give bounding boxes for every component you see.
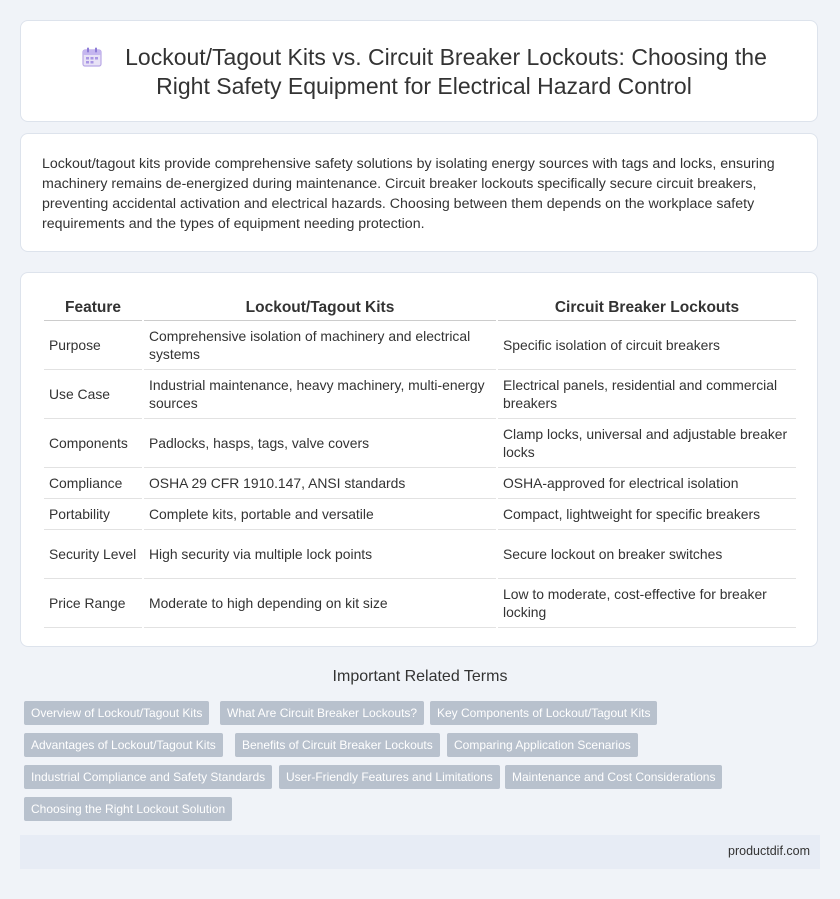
header-lockout-tagout-kits: Lockout/Tagout Kits (144, 296, 496, 321)
table-row (44, 579, 796, 628)
cell-kits: OSHA 29 CFR 1910.147, ANSI standards (144, 468, 496, 499)
cell-feature: Compliance (44, 468, 142, 499)
cell-breaker: Compact, lightweight for specific breakers (498, 499, 796, 530)
cell-feature: Security Level (44, 530, 142, 579)
cell-feature: Purpose (44, 321, 142, 370)
table-row (44, 499, 796, 530)
term-chip[interactable]: Industrial Compliance and Safety Standards (24, 765, 272, 789)
cell-breaker: Clamp locks, universal and adjustable breaker locks (498, 419, 796, 468)
table-row (44, 370, 796, 419)
cell-breaker: Secure lockout on breaker switches (498, 530, 796, 579)
footer-site-link[interactable]: productdif.com (728, 844, 810, 858)
term-chip[interactable]: Benefits of Circuit Breaker Lockouts (235, 733, 440, 757)
cell-kits: Industrial maintenance, heavy machinery, multi-energy sources (144, 370, 496, 419)
cell-feature: Portability (44, 499, 142, 530)
term-chip[interactable]: Overview of Lockout/Tagout Kits (24, 701, 209, 725)
cell-kits: Moderate to high depending on kit size (144, 579, 496, 628)
comparison-card (20, 272, 818, 647)
calendar-icon (81, 46, 103, 68)
table-header-row (44, 296, 796, 321)
cell-breaker: Specific isolation of circuit breakers (498, 321, 796, 370)
cell-kits: High security via multiple lock points (144, 530, 496, 579)
term-chip[interactable]: Advantages of Lockout/Tagout Kits (24, 733, 223, 757)
cell-feature: Components (44, 419, 142, 468)
title-line-2: Right Safety Equipment for Electrical Hazard Control (156, 73, 692, 99)
page-title (61, 43, 787, 101)
cell-kits: Complete kits, portable and versatile (144, 499, 496, 530)
intro-card (20, 133, 818, 252)
title-line-1: Lockout/Tagout Kits vs. Circuit Breaker Lockouts: Choosing the (125, 44, 767, 70)
header-circuit-breaker-lockouts: Circuit Breaker Lockouts (498, 296, 796, 321)
cell-breaker: Electrical panels, residential and commercial breakers (498, 370, 796, 419)
table-row (44, 530, 796, 579)
cell-kits: Padlocks, hasps, tags, valve covers (144, 419, 496, 468)
header-feature: Feature (44, 296, 142, 321)
cell-kits: Comprehensive isolation of machinery and electrical systems (144, 321, 496, 370)
cell-breaker: OSHA-approved for electrical isolation (498, 468, 796, 499)
footer-bar (20, 835, 820, 869)
term-chip[interactable]: User-Friendly Features and Limitations (279, 765, 500, 789)
table-row (44, 321, 796, 370)
term-chip[interactable]: Comparing Application Scenarios (447, 733, 638, 757)
cell-feature: Use Case (44, 370, 142, 419)
comparison-table (42, 296, 798, 628)
related-terms-title: Important Related Terms (332, 668, 508, 685)
term-chip[interactable]: What Are Circuit Breaker Lockouts? (220, 701, 424, 725)
table-row (44, 468, 796, 499)
term-chip[interactable]: Choosing the Right Lockout Solution (24, 797, 232, 821)
term-chip[interactable]: Key Components of Lockout/Tagout Kits (430, 701, 657, 725)
cell-feature: Price Range (44, 579, 142, 628)
cell-breaker: Low to moderate, cost-effective for breaker locking (498, 579, 796, 628)
term-chip[interactable]: Maintenance and Cost Considerations (505, 765, 722, 789)
table-row (44, 419, 796, 468)
intro-text: Lockout/tagout kits provide comprehensive safety solutions by isolating energy sources with tags and locks, ensuring machinery remains de-energized during maintenance. Circuit breaker lockouts specifically secure circuit breakers, preventing accidental activation and electrical hazards. Choosing between them depends on the workplace safety requirements and the types of equipment needing protection. (42, 156, 775, 232)
header-card (20, 20, 818, 122)
